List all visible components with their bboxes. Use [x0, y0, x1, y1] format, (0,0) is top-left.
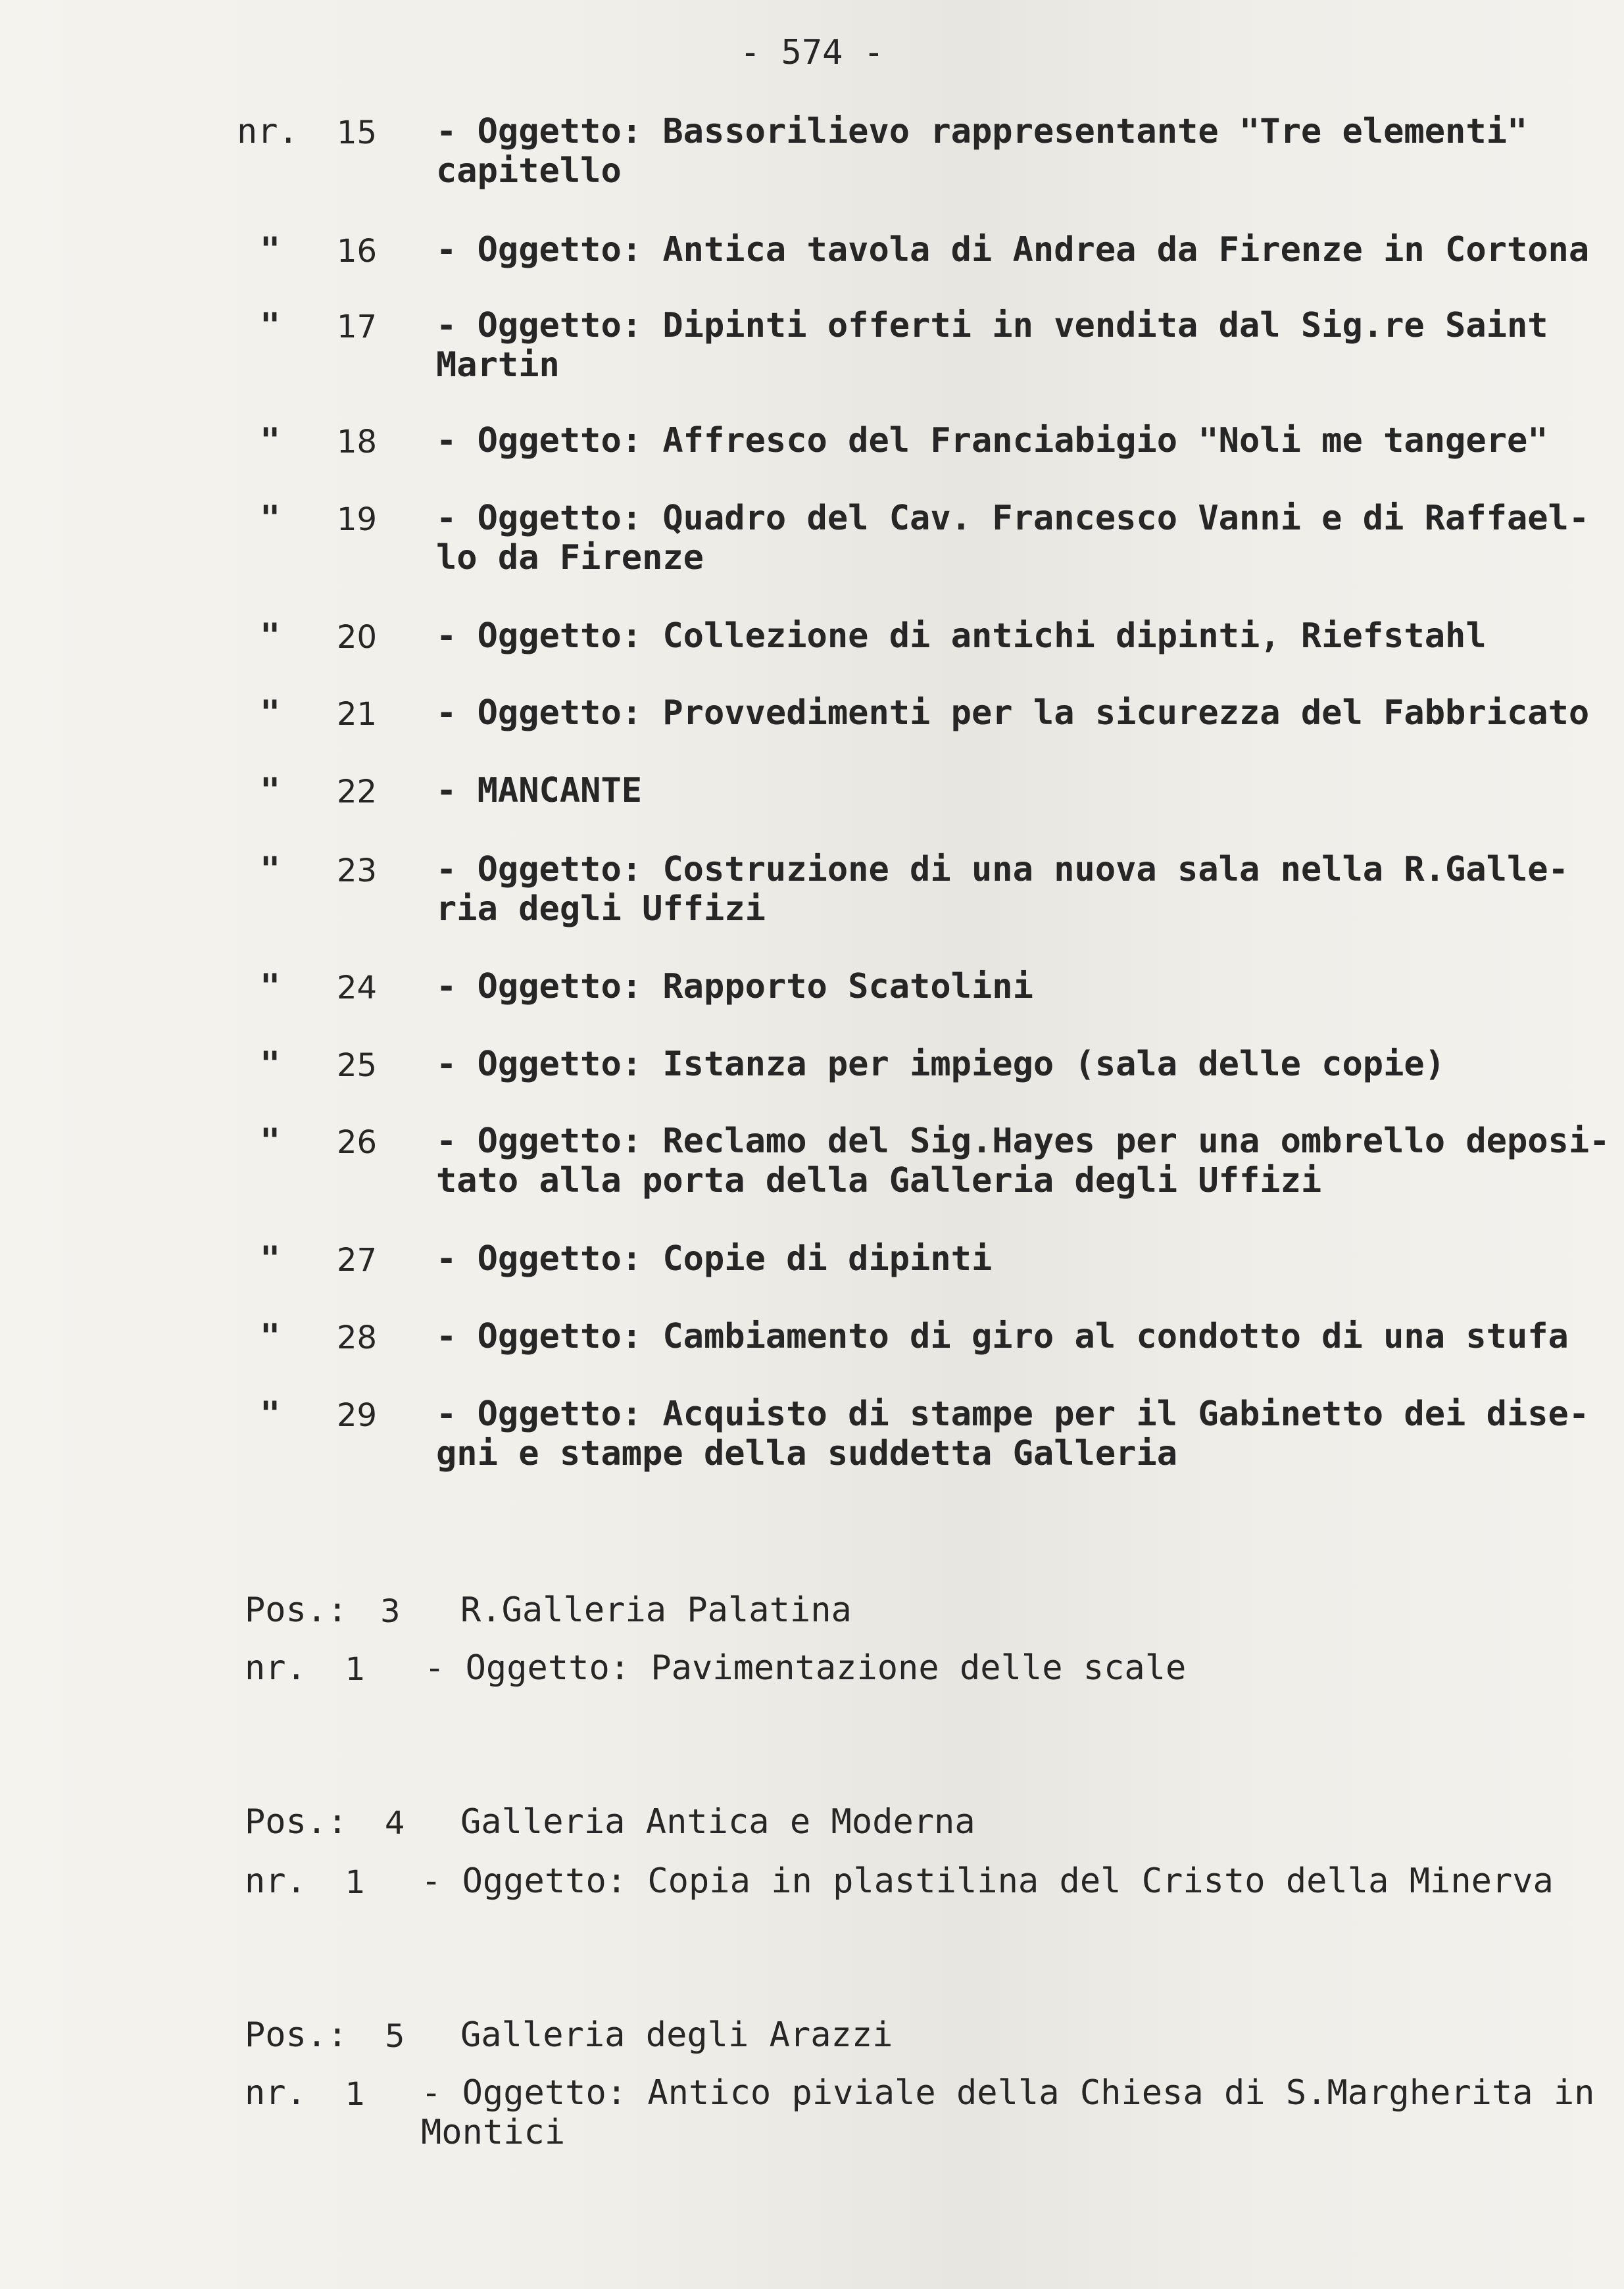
entry-number: 17 — [337, 308, 378, 345]
entry-text: gni e stampe della suddetta Galleria — [436, 1434, 1178, 1473]
entry-text: - Oggetto: Costruzione di una nuova sala nella R.Galle- — [436, 850, 1569, 889]
entry-text: Martin — [436, 345, 560, 385]
ditto-mark: " — [260, 616, 281, 656]
entry-text: - Oggetto: Antico piviale della Chiesa di S.Margherita in — [421, 2073, 1595, 2113]
section-title: Galleria degli Arazzi — [460, 2015, 893, 2055]
nr-label: nr. — [245, 1861, 307, 1901]
entry-text: - Oggetto: Pavimentazione delle scale — [424, 1648, 1187, 1688]
entry-text: tato alla porta della Galleria degli Uffizi — [436, 1161, 1322, 1200]
entry-text: - Oggetto: Istanza per impiego (sala delle copie) — [436, 1045, 1446, 1084]
ditto-mark: " — [260, 1394, 281, 1434]
ditto-mark: " — [260, 1045, 281, 1084]
pos-label: Pos.: — [245, 1802, 348, 1842]
entry-text: - MANCANTE — [436, 771, 643, 810]
entry-text: - Oggetto: Provvedimenti per la sicurezza del Fabbricato — [436, 693, 1590, 733]
ditto-mark: " — [260, 1239, 281, 1279]
entry-text: - Oggetto: Antica tavola di Andrea da Firenze in Cortona — [436, 230, 1590, 270]
ditto-mark: " — [260, 499, 281, 538]
entry-text: Montici — [421, 2113, 566, 2152]
entry-number: 28 — [337, 1319, 378, 1356]
entry-number: 19 — [337, 501, 378, 538]
entry-number: 27 — [337, 1242, 378, 1279]
entry-number: 29 — [337, 1397, 378, 1434]
ditto-mark: " — [260, 1121, 281, 1161]
entry-text: - Oggetto: Cambiamento di giro al condotto di una stufa — [436, 1317, 1569, 1356]
nr-label: nr. — [245, 1648, 307, 1688]
nr-number: 1 — [345, 1651, 366, 1688]
entry-number: 15 — [337, 114, 378, 151]
ditto-mark: " — [260, 850, 281, 889]
ditto-mark: " — [260, 967, 281, 1006]
ditto-mark: " — [260, 306, 281, 345]
ditto-mark: " — [260, 421, 281, 460]
pos-label: Pos.: — [245, 2015, 348, 2055]
entry-number: 16 — [337, 233, 378, 270]
entry-number: 18 — [337, 424, 378, 460]
ditto-mark: " — [260, 771, 281, 810]
pos-number: 5 — [385, 2018, 405, 2055]
entry-text: lo da Firenze — [436, 538, 704, 578]
entry-text: - Oggetto: Rapporto Scatolini — [436, 967, 1033, 1006]
entry-number: 21 — [337, 696, 378, 733]
ditto-mark: " — [260, 230, 281, 270]
entry-text: - Oggetto: Dipinti offerti in vendita dal Sig.re Saint — [436, 306, 1548, 345]
entry-number: 23 — [337, 852, 378, 889]
section-title: R.Galleria Palatina — [460, 1590, 852, 1630]
ditto-mark: " — [260, 1317, 281, 1356]
section-title: Galleria Antica e Moderna — [460, 1802, 975, 1842]
entry-number: 20 — [337, 619, 378, 656]
entry-prefix: nr. — [237, 112, 299, 151]
pos-number: 3 — [380, 1593, 401, 1630]
entry-text: capitello — [436, 151, 622, 191]
entry-text: - Oggetto: Copie di dipinti — [436, 1239, 993, 1279]
entry-text: - Oggetto: Quadro del Cav. Francesco Vanni e di Raffael- — [436, 499, 1590, 538]
entry-text: - Oggetto: Reclamo del Sig.Hayes per una ombrello deposi- — [436, 1121, 1610, 1161]
ditto-mark: " — [260, 693, 281, 733]
entry-number: 25 — [337, 1047, 378, 1084]
pos-number: 4 — [385, 1805, 405, 1842]
entry-text: - Oggetto: Collezione di antichi dipinti, Riefstahl — [436, 616, 1487, 656]
entry-text: - Oggetto: Bassorilievo rappresentante "Tre elementi" — [436, 112, 1528, 151]
entry-text: ria degli Uffizi — [436, 889, 766, 929]
pos-label: Pos.: — [245, 1590, 348, 1630]
entry-text: - Oggetto: Affresco del Franciabigio "Noli me tangere" — [436, 421, 1548, 460]
entry-number: 24 — [337, 970, 378, 1006]
entry-text: - Oggetto: Acquisto di stampe per il Gabinetto dei dise- — [436, 1394, 1590, 1434]
page-number: - 574 - — [739, 33, 885, 72]
nr-number: 1 — [345, 2076, 366, 2113]
entry-number: 22 — [337, 774, 378, 810]
nr-number: 1 — [345, 1864, 366, 1901]
entry-text: - Oggetto: Copia in plastilina del Cristo della Minerva — [421, 1861, 1554, 1901]
nr-label: nr. — [245, 2073, 307, 2113]
entry-number: 26 — [337, 1124, 378, 1161]
